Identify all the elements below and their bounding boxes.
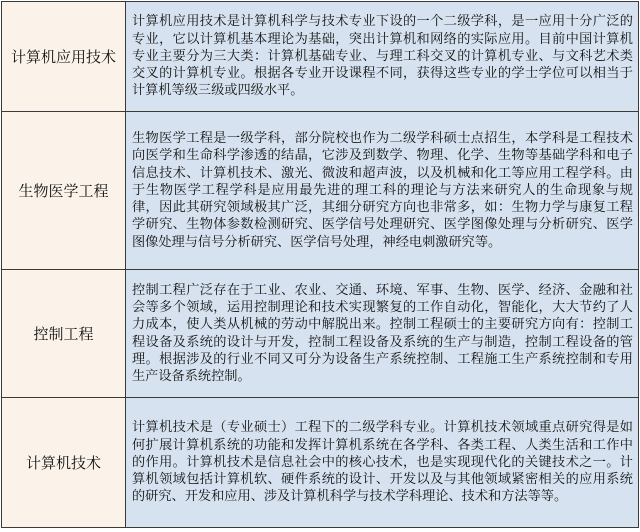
table-row bbox=[2, 398, 639, 528]
major-name-cell: 生物医学工程 bbox=[2, 112, 126, 270]
major-name-cell: 计算机技术 bbox=[2, 398, 126, 528]
table-row bbox=[2, 112, 639, 270]
major-description-cell: 控制工程广泛存在于工业、农业、交通、环境、军事、生物、医学、经济、金融和社会等多个领域，运用控制理论和技术实现繁复的工作自动化，智能化，大大节约了人力成本，使人类从机械的劳动中解脱出来。控制工程硕士的主要研究方向有：控制工程设备及系统的设计与开发，控制工程设备及系统的生产与制造，控制工程设备的管理。根据涉及的行业不同又可分为设备生产系统控制、工程施工生产系统控制和专用生产设备系统控制。 bbox=[126, 270, 639, 398]
major-name-cell: 控制工程 bbox=[2, 270, 126, 398]
table-row bbox=[2, 2, 639, 112]
major-description-cell: 计算机应用技术是计算机科学与技术专业下设的一个二级学科，是一应用十分广泛的专业，它以计算机基本理论为基础，突出计算机和网络的实际应用。目前中国计算机专业主要分为三大类：计算机基础专业、与理工科交叉的计算机专业、与文科艺术类交叉的计算机专业。根据各专业开设课程不同，获得这些专业的学士学位可以相当于计算机等级三级或四级水平。 bbox=[126, 2, 639, 112]
major-name-cell: 计算机应用技术 bbox=[2, 2, 126, 112]
major-description-cell: 生物医学工程是一级学科，部分院校也作为二级学科硕士点招生，本学科是工程技术向医学和生命科学渗透的结晶，它涉及到数学、物理、化学、生物等基础学科和电子信息技术、计算机技术、激光、微波和超声波，以及机械和化工等应用工程学科。由于生物医学工程学科是应用最先进的理工科的理论与方法来研究人的生命现象与规律，因此其研究领域极其广泛，其细分研究方向也非常多，如：生物力学与康复工程学研究、生物体参数检测研究、医学信号处理研究、医学图像处理与分析研究、医学图像处理与信号分析研究、医学信号处理，神经电刺激研究等。 bbox=[126, 112, 639, 270]
major-description-cell: 计算机技术是（专业硕士）工程下的二级学科专业。计算机技术领域重点研究得是如何扩展计算机系统的功能和发挥计算机系统在各学科、各类工程、人类生活和工作中的作用。计算机技术是信息社会中的核心技术，也是实现现代化的关键技术之一。计算机领域包括计算机软、硬件系统的设计、开发以及与其他领域紧密相关的应用系统的研究、开发和应用、涉及计算机科学与技术学科理论、技术和方法等等。 bbox=[126, 398, 639, 528]
table-row bbox=[2, 270, 639, 398]
majors-table bbox=[1, 1, 639, 528]
